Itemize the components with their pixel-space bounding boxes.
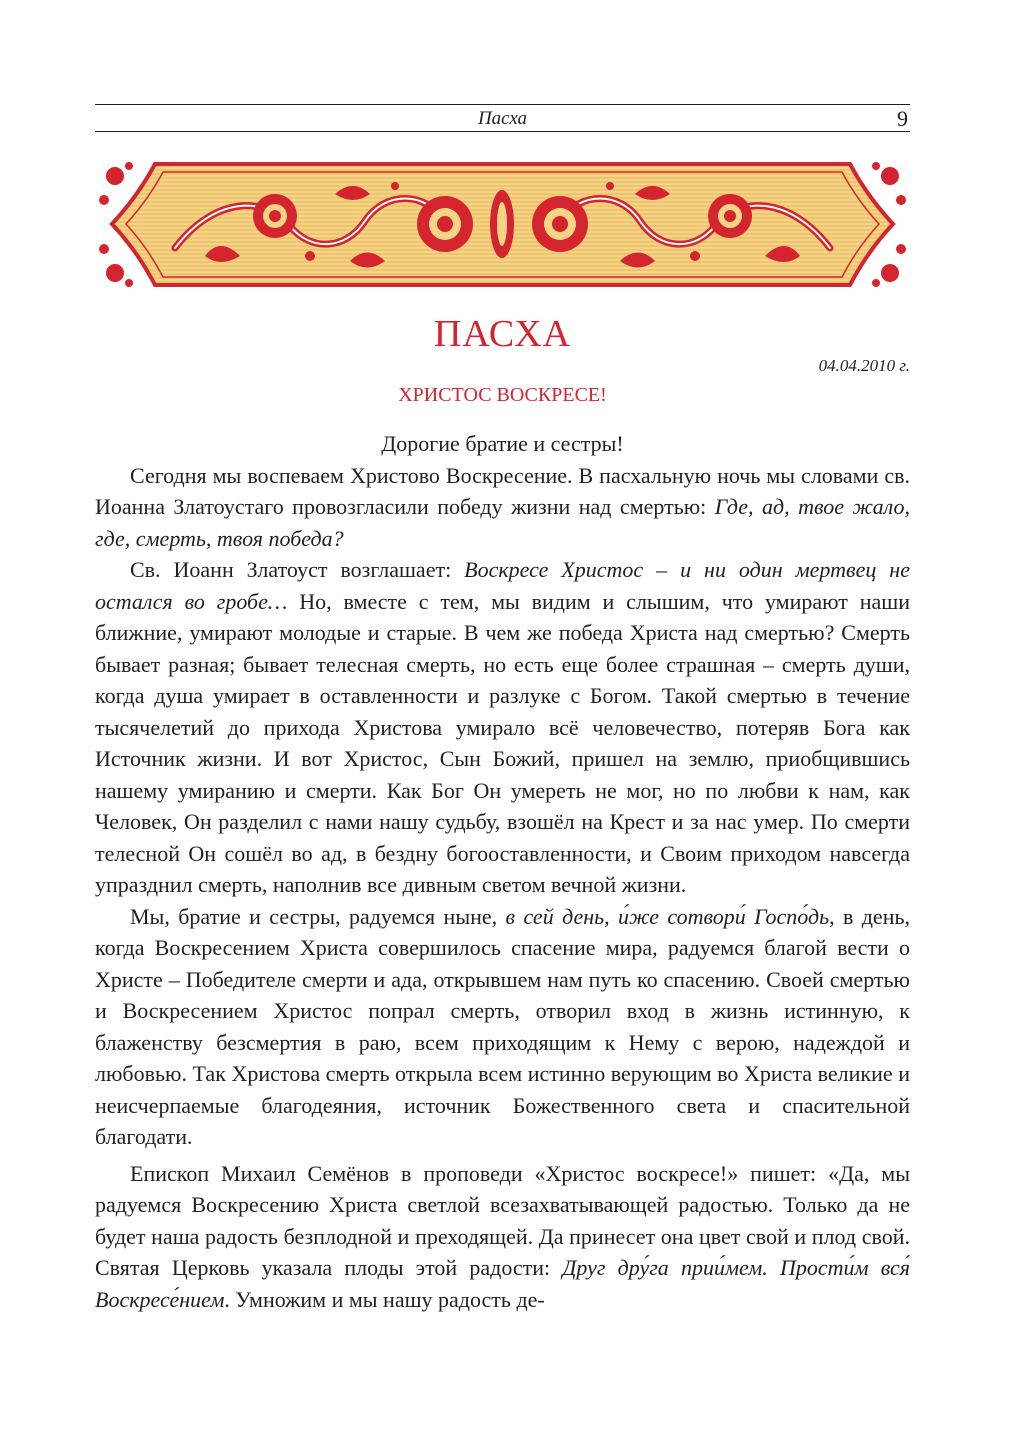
floral-ornament-banner-icon <box>95 156 910 293</box>
flower-center-right <box>532 196 588 252</box>
paragraph-2-quote: Воскресе Христос – и ни один мертвец не остался во гробе… <box>95 557 910 614</box>
greeting: Дорогие братие и сестры! <box>381 431 624 456</box>
paragraph-3 <box>95 901 910 1153</box>
paragraph-2 <box>95 554 910 901</box>
paragraph-3-rest: , в день, когда Воскресением Христа совершилось спасение мира, радуемся благой вести о Христе – Победителе смерти и ада, открывшем нам путь ко спасению. Своей смертью и Воскресением Христос попрал смерть, отворил вход в жизнь истинную, к блаженству безсмертия в раю, всем приходящим к Нему с верою, надеждой и любовью. Так Христова смерть открыла всем истинно верующим во Христа великие и неисчерпаемые благодеяния, источник Божественного света и спасительной благодати. <box>95 903 911 1149</box>
paragraph-4-lead: Епископ Михаил Семёнов в проповеди «Христос воскресе!» пишет: «Да, мы радуемся Воскресению Христа светлой всезахватывающей радостью. Только да не будет наша радость безплодной и преходящей. Да принесет она цвет свой и плод свой. Святая Церковь указала плоды этой радости: <box>95 1160 910 1280</box>
flower-right <box>708 194 752 238</box>
article-body <box>95 428 910 1315</box>
article-date: 04.04.2010 г. <box>818 356 910 375</box>
paragraph-3-lead: Мы, братие и сестры, радуемся ныне, <box>130 903 506 929</box>
paragraph-4-quote: Друг дру́га прии́мем. Прости́м вся́ Воскресе́нием <box>95 1255 911 1312</box>
paragraph-2-lead: Св. Иоанн Златоуст возглашает: <box>130 557 465 582</box>
header-rule-top <box>95 104 910 105</box>
paragraph-1-quote: Где, ад, твое жало, где, смерть, твоя победа? <box>95 494 911 551</box>
paragraph-4-rest: . Умножим и мы нашу радость де- <box>224 1286 545 1312</box>
running-title: Пасха <box>477 108 528 129</box>
flower-left <box>253 194 297 238</box>
paragraph-4 <box>95 1158 910 1316</box>
article-title: ПАСХА <box>433 313 572 355</box>
paragraph-3-quote: в сей день, и́же сотвори́ Госпо́дь <box>505 903 830 929</box>
article-subtitle: ХРИСТОС ВОСКРЕСЕ! <box>398 384 607 406</box>
header-rule-bottom <box>95 131 910 132</box>
running-head <box>95 104 910 134</box>
flower-center-left <box>417 196 473 252</box>
paragraph-1-text: Сегодня мы воспеваем Христово Воскресение. В пасхальную ночь мы словами св. Иоанна Златоустаго провозгласили победу жизни над смертью: <box>95 462 910 519</box>
paragraph-1 <box>95 460 910 555</box>
page-number: 9 <box>897 106 908 131</box>
paragraph-2-rest: Но, вместе с тем, мы видим и слышим, что умирают наши ближние, умирают молодые и старые. В чем же победа Христа над смертью? Смерть бывает разная; бывает телесная смерть, но есть еще более страшная – смерть души, когда душа умирает в оставленности и разлуке с Богом. Такой смертью в течение тысячелетий до прихода Христова умирало всё человечество, потеряв Бога как Источник жизни. И вот Христос, Сын Божий, пришел на землю, приобщившись нашему умиранию и смерти. Как Бог Он умереть не мог, но по любви к нам, как Человек, Он разделил с нами нашу судьбу, взошёл на Крест и за нас умер. По смерти телесной Он сошёл во ад, в бездну богооставленности, и Своим приходом навсегда упразднил смерть, наполнив все дивным светом вечной жизни. <box>95 588 910 897</box>
